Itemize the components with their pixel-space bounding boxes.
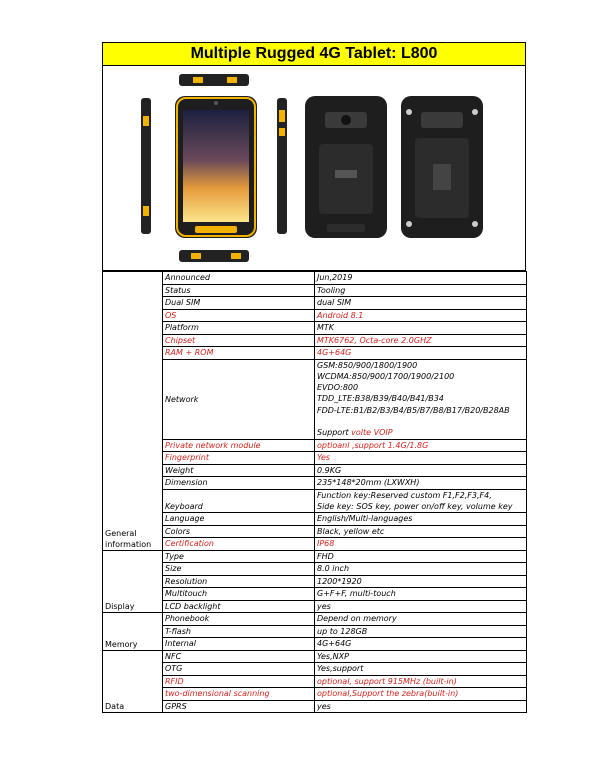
- spec-label: RFID: [163, 675, 315, 688]
- tablet-front-icon: [175, 96, 257, 238]
- spec-value: optional, support 915MHz (built-in): [315, 675, 527, 688]
- spec-value-network: [315, 359, 527, 439]
- tablet-back-strap-icon: [401, 96, 483, 238]
- category-general: General information: [103, 272, 163, 551]
- network-band-line: EVDO:800: [317, 383, 359, 393]
- spec-label: Fingerprint: [163, 452, 315, 465]
- spec-value: 8.0 inch: [315, 563, 527, 576]
- table-row: [103, 650, 527, 663]
- table-row: [103, 334, 527, 347]
- spec-value: 0.9KG: [315, 464, 527, 477]
- table-row: [103, 297, 527, 310]
- spec-value: optional,Support the zebra(built-in): [315, 688, 527, 701]
- table-row: [103, 489, 527, 513]
- table-row: [103, 638, 527, 651]
- table-row: [103, 588, 527, 601]
- spec-label: Chipset: [163, 334, 315, 347]
- spec-label: Phonebook: [163, 613, 315, 626]
- spec-label: Dimension: [163, 477, 315, 490]
- table-row: [103, 477, 527, 490]
- spec-value: Depend on memory: [315, 613, 527, 626]
- tablet-bottom-edge-icon: [179, 250, 249, 262]
- spec-sheet: [102, 42, 526, 713]
- table-row: [103, 347, 527, 360]
- table-row: [103, 359, 527, 439]
- table-row: [103, 700, 527, 713]
- spec-label: NFC: [163, 650, 315, 663]
- spec-label: Resolution: [163, 575, 315, 588]
- spec-value: Android 8.1: [315, 309, 527, 322]
- spec-value: MTK: [315, 322, 527, 335]
- table-row: [103, 452, 527, 465]
- spec-value: Yes: [315, 452, 527, 465]
- spec-label: Private network module: [163, 439, 315, 452]
- category-display: Display: [103, 550, 163, 613]
- spec-label: Size: [163, 563, 315, 576]
- table-row: [103, 550, 527, 563]
- category-memory: Memory: [103, 613, 163, 651]
- spec-value: 4G+64G: [315, 638, 527, 651]
- spec-value: dual SIM: [315, 297, 527, 310]
- table-row: [103, 439, 527, 452]
- spec-value-keyboard: [315, 489, 527, 513]
- table-row: [103, 309, 527, 322]
- support-features: volte VOIP: [351, 428, 393, 438]
- table-row: [103, 625, 527, 638]
- tablet-back-icon: [305, 96, 387, 238]
- keyboard-line: Side key: SOS key, power on/off key, volume key: [317, 501, 513, 511]
- table-row: [103, 284, 527, 297]
- spec-value: FHD: [315, 550, 527, 563]
- table-row: [103, 272, 527, 285]
- spec-value: 4G+64G: [315, 347, 527, 360]
- spec-label: Colors: [163, 525, 315, 538]
- spec-value: Black, yellow etc: [315, 525, 527, 538]
- page-title: Multiple Rugged 4G Tablet: L800: [102, 42, 526, 66]
- spec-value: yes: [315, 700, 527, 713]
- network-band-line: [317, 416, 524, 427]
- table-row: [103, 322, 527, 335]
- spec-value: Tooling: [315, 284, 527, 297]
- spec-value: 1200*1920: [315, 575, 527, 588]
- network-band-line: FDD-LTE:B1/B2/B3/B4/B5/B7/B8/B17/B20/B28AB: [317, 405, 510, 415]
- network-band-line: WCDMA:850/900/1700/1900/2100: [317, 371, 455, 381]
- spec-table: [102, 271, 527, 713]
- table-row: [103, 663, 527, 676]
- spec-label: Keyboard: [163, 489, 315, 513]
- spec-value: IP68: [315, 538, 527, 551]
- spec-value: G+F+F, multi-touch: [315, 588, 527, 601]
- spec-label: Weight: [163, 464, 315, 477]
- tablet-right-side-icon: [277, 98, 287, 234]
- spec-label: Internal: [163, 638, 315, 651]
- support-prefix: Support: [317, 428, 352, 438]
- table-row: [103, 563, 527, 576]
- spec-label: Multitouch: [163, 588, 315, 601]
- spec-value: yes: [315, 600, 527, 613]
- network-support-line: [317, 427, 524, 438]
- spec-label: RAM + ROM: [163, 347, 315, 360]
- spec-value: optioanl ,support 1.4G/1.8G: [315, 439, 527, 452]
- spec-label: two-dimensional scanning: [163, 688, 315, 701]
- table-row: [103, 464, 527, 477]
- tablet-top-edge-icon: [179, 74, 249, 86]
- spec-value: English/Multi-languages: [315, 513, 527, 526]
- spec-label: T-flash: [163, 625, 315, 638]
- product-photo: [102, 66, 526, 271]
- spec-label: Certification: [163, 538, 315, 551]
- spec-label: Type: [163, 550, 315, 563]
- spec-label: Language: [163, 513, 315, 526]
- network-band-line: GSM:850/900/1800/1900: [317, 360, 418, 370]
- table-row: [103, 513, 527, 526]
- spec-value: MTK6762, Octa-core 2.0GHZ: [315, 334, 527, 347]
- table-row: [103, 613, 527, 626]
- spec-value: 235*148*20mm (LXWXH): [315, 477, 527, 490]
- spec-value: Yes,NXP: [315, 650, 527, 663]
- network-band-line: TDD_LTE:B38/B39/B40/B41/B34: [317, 394, 444, 404]
- tablet-left-side-icon: [141, 98, 151, 234]
- spec-label: Dual SIM: [163, 297, 315, 310]
- spec-label: Platform: [163, 322, 315, 335]
- spec-label: GPRS: [163, 700, 315, 713]
- spec-value: Jun,2019: [315, 272, 527, 285]
- spec-label: OTG: [163, 663, 315, 676]
- table-row: [103, 575, 527, 588]
- spec-label: Announced: [163, 272, 315, 285]
- table-row: [103, 688, 527, 701]
- category-data: Data: [103, 650, 163, 713]
- spec-value: Yes,support: [315, 663, 527, 676]
- spec-label: Status: [163, 284, 315, 297]
- keyboard-line: Function key:Reserved custom F1,F2,F3,F4,: [317, 490, 492, 500]
- table-row: [103, 675, 527, 688]
- table-row: [103, 600, 527, 613]
- spec-label: Network: [163, 359, 315, 439]
- spec-value: up to 128GB: [315, 625, 527, 638]
- tablet-views-icon: [103, 66, 527, 270]
- table-row: [103, 525, 527, 538]
- table-row: [103, 538, 527, 551]
- spec-label: LCD backlight: [163, 600, 315, 613]
- spec-label: OS: [163, 309, 315, 322]
